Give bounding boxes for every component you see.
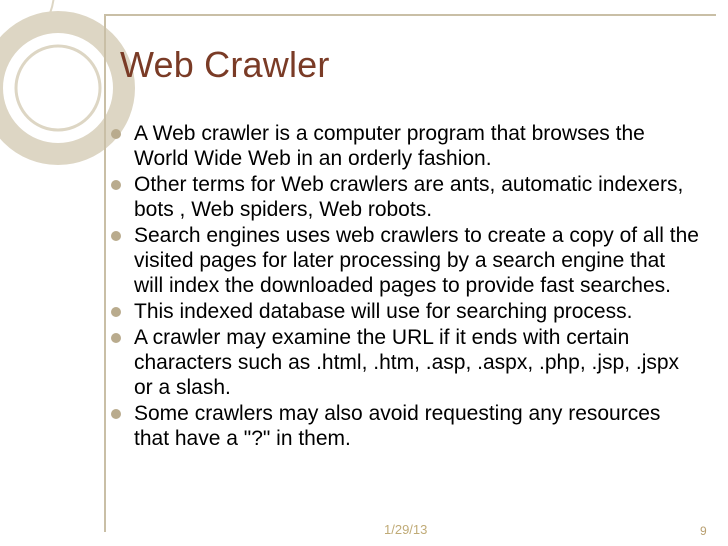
bullet-dot-icon (111, 333, 121, 343)
bullet-text: A Web crawler is a computer program that browses the World Wide Web in an orderly fashion. (134, 122, 645, 170)
bullet-item-1 (110, 121, 700, 171)
bullet-item-5 (110, 325, 700, 400)
bullet-dot-icon (111, 129, 121, 139)
slide-number: 9 (700, 524, 707, 538)
bullet-dot-icon (111, 409, 121, 419)
bullet-text: This indexed database will use for searching process. (134, 300, 633, 323)
bullet-text: Search engines uses web crawlers to create a copy of all the visited pages for later processing by a search engine that will index the downloaded pages to provide fast searches. (134, 224, 699, 297)
bullet-list (110, 121, 700, 452)
footer-date: 1/29/13 (384, 522, 428, 537)
bullet-dot-icon (111, 231, 121, 241)
bullet-dot-icon (111, 180, 121, 190)
bullet-text: A crawler may examine the URL if it ends with certain characters such as .html, .htm, .asp, .aspx, .php, .jsp, .jspx or a slash. (134, 326, 680, 399)
bullet-item-4 (110, 299, 700, 324)
decor-ring-inner (16, 46, 100, 130)
bullet-text: Other terms for Web crawlers are ants, automatic indexers, bots , Web spiders, Web robots. (134, 173, 684, 221)
bullet-item-6 (110, 401, 700, 451)
bullet-item-3 (110, 223, 700, 298)
slide-title: Web Crawler (120, 44, 330, 85)
bullet-item-2 (110, 172, 700, 222)
bullet-text: Some crawlers may also avoid requesting any resources that have a "?" in them. (134, 402, 661, 450)
bullet-dot-icon (111, 307, 121, 317)
